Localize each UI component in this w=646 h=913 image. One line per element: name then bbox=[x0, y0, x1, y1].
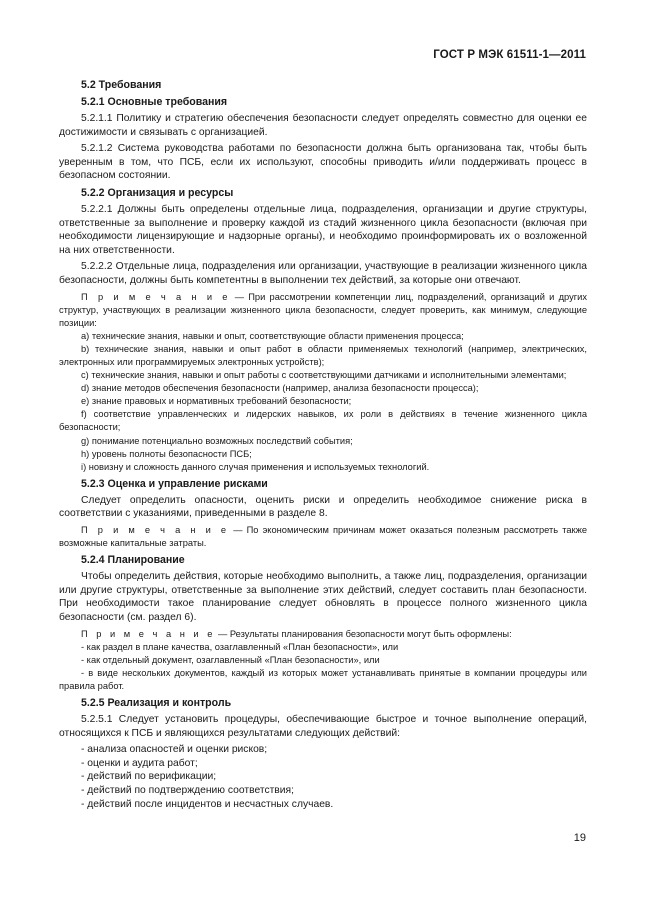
note-item: f) соответствие управленческих и лидерских навыков, их роли в действиях в течение жизненного цикла безопасности; bbox=[59, 409, 587, 433]
note-item: - как раздел в плане качества, озаглавленный «План безопасности», или bbox=[81, 641, 399, 652]
paragraph: Чтобы определить действия, которые необходимо выполнить, а также лиц, подразделения, организации или другие структуры, ответственные за выполнение этих действий, следует составить план безопасности. При необходимости такое планирование следует обновлять в процессе полного жизненного цикла безопасности (см. раздел 6). bbox=[59, 571, 587, 623]
section-heading: 5.2.3 Оценка и управление рисками bbox=[81, 477, 268, 490]
list-item: - оценки и аудита работ; bbox=[81, 757, 198, 769]
section-heading: 5.2.2 Организация и ресурсы bbox=[81, 186, 234, 199]
paragraph: 5.2.2.1 Должны быть определены отдельные лица, подразделения, организации и другие структуры, ответственные за выполнение и проверку каждой из стадий жизненного цикла безопасности (включая при необходимости лицензирующие и надзорные органы), и необходимо проинформировать их о возложенной на них ответственности. bbox=[59, 203, 587, 256]
note-item: a) технические знания, навыки и опыт, соответствующие области применения процесса; bbox=[81, 330, 464, 341]
section-heading: 5.2.1 Основные требования bbox=[81, 96, 228, 108]
note-label: П р и м е ч а н и е bbox=[81, 291, 231, 302]
note-label: П р и м е ч а н и е bbox=[81, 628, 216, 639]
paragraph: Следует определить опасности, оценить риски и определить необходимое снижение риска в соответствии с указаниями, приведенными в разделе 8. bbox=[59, 494, 587, 520]
note-item: d) знание методов обеспечения безопасности (например, анализа безопасности процесса); bbox=[81, 383, 479, 394]
note-item: - в виде нескольких документов, каждый из которых может устанавливать принятые в компании процедуры или правила работ. bbox=[59, 667, 587, 691]
section-heading: 5.2.5 Реализация и контроль bbox=[81, 697, 232, 710]
note-item: - как отдельный документ, озаглавленный «План безопасности», или bbox=[81, 654, 380, 665]
page-number: 19 bbox=[573, 832, 586, 844]
note-item: b) технические знания, навыки и опыт работ в области применяемых технологий (например, электрических, электронных или программируемых электронных устройств); bbox=[59, 343, 587, 367]
list-item: - действий по подтверждению соответствия; bbox=[81, 785, 294, 797]
paragraph: 5.2.2.2 Отдельные лица, подразделения или организации, участвующие в реализации жизненного цикла безопасности, должны быть компетентны в выполнении тех действий, за которые они отвечают. bbox=[59, 261, 587, 286]
note bbox=[59, 524, 587, 550]
paragraph: 5.2.1.2 Система руководства работами по безопасности должна быть организована так, чтобы быть уверенным в том, что ПСБ, если их используют, способны приводить и/или поддерживать процесс в безопасном состоянии. bbox=[59, 143, 587, 182]
list-item: - действий после инцидентов и несчастных случаев. bbox=[81, 798, 334, 810]
note-label: П р и м е ч а н и е bbox=[81, 525, 230, 536]
note-item: h) уровень полноты безопасности ПСБ; bbox=[81, 448, 252, 459]
paragraph: 5.2.1.1 Политику и стратегию обеспечения безопасности следует определять совместно для оценки ее достижимости и связывать с организацией. bbox=[59, 113, 587, 138]
note-item: i) новизну и сложность данного случая применения и используемых технологий. bbox=[81, 461, 430, 472]
note bbox=[59, 291, 587, 474]
note bbox=[59, 628, 587, 693]
page-content bbox=[59, 78, 587, 814]
page-header: ГОСТ Р МЭК 61511-1—2011 bbox=[433, 49, 586, 61]
list-item: - действий по верификации; bbox=[81, 771, 217, 783]
list bbox=[59, 743, 587, 811]
note-text: — По экономическим причинам может оказаться полезным рассмотреть также возможные капитальные затраты. bbox=[59, 525, 587, 549]
note-item: c) технические знания, навыки и опыт работы с соответствующими датчиками и исполнительными элементами; bbox=[81, 370, 567, 381]
list-item: - анализа опасностей и оценки рисков; bbox=[81, 744, 268, 756]
paragraph: 5.2.5.1 Следует установить процедуры, обеспечивающие быстрое и точное выполнение операций, относящихся к ПСБ и являющихся результатами следующих действий: bbox=[59, 714, 587, 739]
note-text: — Результаты планирования безопасности могут быть оформлены: bbox=[215, 628, 512, 639]
section-heading: 5.2 Требования bbox=[81, 79, 162, 91]
note-item: e) знание правовых и нормативных требований безопасности; bbox=[81, 396, 352, 407]
section-heading: 5.2.4 Планирование bbox=[81, 554, 185, 567]
note-item: g) понимание потенциально возможных последствий события; bbox=[81, 435, 353, 446]
note-text: — При рассмотрении компетенции лиц, подразделений, организаций и других структур, участвующих в реализации жизненного цикла безопасности, следует проверить, как минимум, следующие позиции: bbox=[59, 291, 587, 328]
